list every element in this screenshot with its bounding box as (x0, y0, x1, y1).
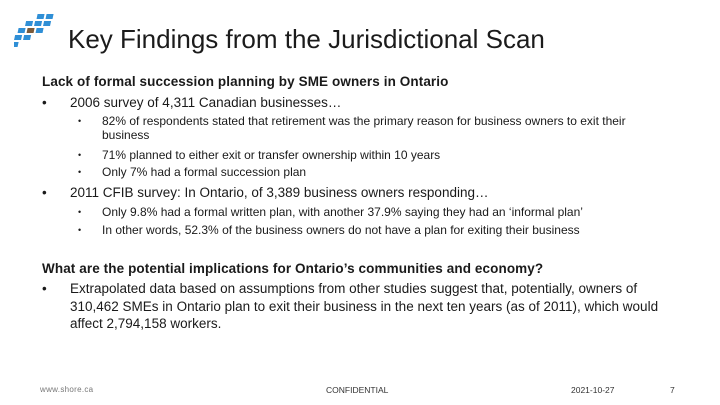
footer-confidential: CONFIDENTIAL (326, 385, 389, 395)
logo-icon (14, 12, 54, 48)
section-heading-succession: Lack of formal succession planning by SME owners in Ontario (42, 74, 449, 89)
bullet: • (42, 185, 47, 200)
bullet-text: 2006 survey of 4,311 Canadian businesses… (70, 95, 342, 110)
bullet-text: 2011 CFIB survey: In Ontario, of 3,389 business owners responding… (70, 185, 489, 200)
bullet: • (42, 281, 47, 296)
footer-date: 2021-10-27 (571, 385, 615, 395)
sub-bullet-text: Only 9.8% had a formal written plan, with another 37.9% saying they had an ‘informal plan’ (102, 205, 583, 219)
bullet: • (78, 167, 82, 177)
bullet-text: Extrapolated data based on assumptions from other studies suggest that, potentially, owners of 310,462 SMEs in Ontario plan to exit their business in the next ten years (as of 2011), which would affect 2,794,158 workers. (70, 281, 659, 331)
section-heading-implications: What are the potential implications for Ontario’s communities and economy? (42, 261, 544, 276)
sub-bullet-text: Only 7% had a formal succession plan (102, 165, 307, 179)
page-number: 7 (670, 385, 675, 395)
page-title: Key Findings from the Jurisdictional Scan (68, 24, 545, 54)
sub-bullet-text: 82% of respondents stated that retirement was the primary reason for business owners to exit their business (102, 114, 626, 142)
sub-bullet-text: 71% planned to either exit or transfer ownership within 10 years (102, 148, 441, 162)
sub-bullet-text: In other words, 52.3% of the business owners do not have a plan for exiting their business (102, 223, 580, 237)
bullet: • (78, 150, 82, 160)
bullet: • (78, 225, 82, 235)
bullet: • (78, 207, 82, 217)
bullet: • (78, 116, 82, 126)
bullet: • (42, 95, 47, 110)
footer-website: www.shore.ca (40, 385, 94, 394)
